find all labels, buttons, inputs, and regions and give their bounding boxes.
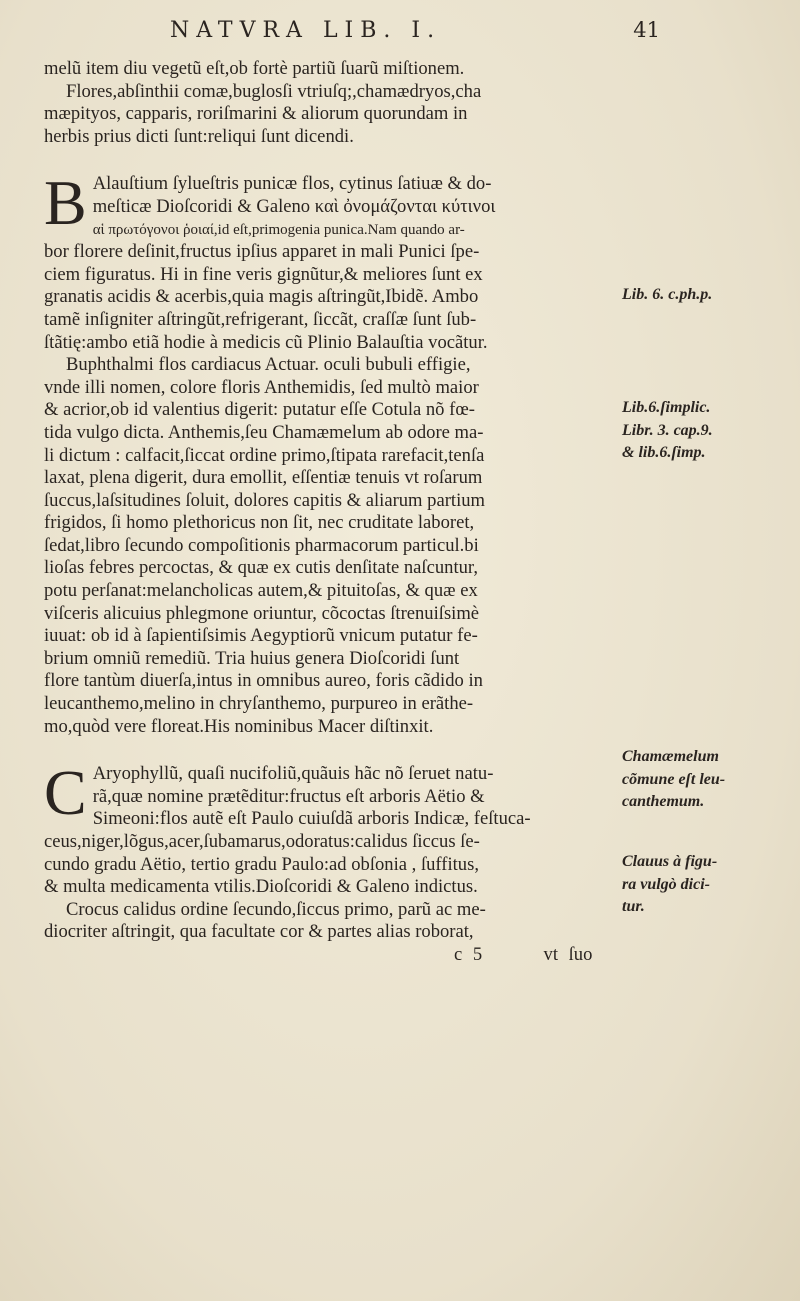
signature-mark: c 5 bbox=[454, 943, 483, 965]
text-line: & multa medicamenta vtilis.Dioſcoridi & Galeno indictus. bbox=[44, 876, 478, 898]
text-line: leucanthemo,melino in chryſanthemo, purpureo in erãthe- bbox=[44, 693, 474, 715]
intro-paragraph bbox=[44, 58, 618, 148]
margin-note bbox=[622, 746, 725, 814]
text-line: meſticæ Dioſcoridi & Galeno καὶ ὀνομάζονται κύτινοι bbox=[92, 195, 496, 217]
margin-note-line: Libr. 3. cap.9. bbox=[622, 421, 713, 439]
margin-note-line: cõmune eſt leu- bbox=[622, 770, 726, 788]
text-line: granatis acidis & acerbis,quia magis aſtringũt,Ibidẽ. Ambo bbox=[44, 286, 479, 308]
text-line: viſceris alicuius phlegmone oriuntur, cõcoctas ſtrenuiſsimè bbox=[44, 602, 480, 624]
text-line: herbis prius dicti ſunt:reliqui ſunt dicendi. bbox=[44, 125, 354, 147]
margin-note bbox=[622, 397, 713, 465]
text-line: ſedat,libro ſecundo compoſitionis pharmacorum particul.bi bbox=[44, 534, 479, 556]
text-line: iuuat: ob id à ſapientiſsimis Aegyptiorũ vnicum putatur fe- bbox=[44, 625, 478, 647]
text-line: ciem figuratus. Hi in fine veris gignũtur,& meliores ſunt ex bbox=[44, 263, 483, 285]
text-line: lioſas febres percoctas, & quæ ex cutis denſitate naſcuntur, bbox=[44, 557, 479, 579]
text-line: Flores,abſinthii comæ,buglosſi vtriuſq;,chamædryos,cha bbox=[66, 80, 482, 102]
text-line: li dictum : calfacit,ſiccat ordine primo,ſtipata rarefacit,tenſa bbox=[44, 444, 485, 466]
margin-note-line: & lib.6.ſimp. bbox=[622, 444, 706, 462]
text-line: Aryophyllũ, quaſi nucifoliũ,quãuis hãc nõ ſeruet natu- bbox=[92, 763, 494, 785]
text-line: potu perſanat:melancholicas autem,& pituitoſas, & quæ ex bbox=[44, 580, 478, 602]
margin-note-line: ra vulgò dici- bbox=[622, 875, 710, 893]
text-line: Buphthalmi flos cardiacus Actuar. oculi bubuli effigie, bbox=[66, 354, 471, 376]
margin-note bbox=[622, 851, 717, 919]
catchword: vt ſuo bbox=[543, 943, 593, 965]
text-line: bor florere deſinit,fructus ipſius apparet in mali Punici ſpe- bbox=[44, 241, 480, 263]
margin-note-line: Clauus à figu- bbox=[622, 853, 718, 870]
text-line: cundo gradu Aëtio, tertio gradu Paulo:ad obſonia , ſuffitus, bbox=[44, 853, 479, 875]
page-number: 41 bbox=[633, 18, 660, 42]
text-line: αἱ πρωτόγονοι ῥοιαί,id eſt,primogenia punica.Nam quando ar- bbox=[92, 221, 465, 238]
text-line: Crocus calidus ordine ſecundo,ſiccus primo, parũ ac me- bbox=[66, 898, 486, 920]
text-line: mo,quòd vere floreat.His nominibus Macer diſtinxit. bbox=[44, 715, 434, 737]
margin-note-line: Lib. 6. c.ph.p. bbox=[622, 286, 713, 303]
text-line: rã,quæ nomine prætẽditur:fructus eſt arboris Aëtio & bbox=[92, 785, 485, 807]
margin-note-line: canthemum. bbox=[622, 793, 705, 811]
drop-cap: B bbox=[44, 167, 87, 239]
caryophyllum-paragraph bbox=[44, 757, 618, 944]
drop-cap: C bbox=[44, 757, 87, 829]
text-line: tida vulgo dicta. Anthemis,ſeu Chamæmelum ab odore ma- bbox=[44, 421, 484, 443]
text-line: frigidos, ſi homo plethoricus non ſit, nec cruditate laboret, bbox=[44, 512, 475, 534]
margin-note bbox=[622, 284, 712, 307]
text-line: brium omniũ remediũ. Tria huius genera Dioſcoridi ſunt bbox=[44, 647, 460, 669]
text-line: Alauſtium ſylueſtris punicæ flos, cytinus ſatiuæ & do- bbox=[92, 173, 492, 195]
footer-line bbox=[44, 944, 618, 967]
text-line: diocriter aſtringit, qua facultate cor & partes alias roborat, bbox=[44, 921, 474, 943]
text-line: ſtãtię:ambo etiã hodie à medicis cũ Plinio Balauſtia vocãtur. bbox=[44, 331, 488, 353]
main-text-column bbox=[44, 58, 618, 967]
text-line: & acrior,ob id valentius digerit: putatur eſſe Cotula nõ fœ- bbox=[44, 399, 475, 421]
text-line: ceus,niger,lõgus,acer,ſubamarus,odoratus:calidus ſiccus ſe- bbox=[44, 831, 480, 852]
text-line: ſuccus,laſsitudines ſoluit, dolores capitis & aliarum partium bbox=[44, 489, 486, 511]
margin-note-line: Lib.6.ſimplic. bbox=[622, 399, 711, 416]
text-line: mæpityos, capparis, roriſmarini & aliorum quorundam in bbox=[44, 103, 468, 125]
text-line: tamẽ inſigniter aſtringũt,refrigerant, ſiccãt, craſſæ ſunt ſub- bbox=[44, 308, 477, 330]
running-header bbox=[170, 18, 660, 43]
margin-note-line: tur. bbox=[622, 898, 645, 916]
text-line: flore tantùm diuerſa,intus in omnibus aureo, foris cãdido in bbox=[44, 670, 483, 692]
header-title: NATVRA LIB. I. bbox=[170, 18, 442, 43]
margin-note-line: Chamæmelum bbox=[622, 748, 719, 765]
text-line: Simeoni:flos autẽ eſt Paulo cuiuſdã arboris Indicæ, feſtuca- bbox=[92, 808, 531, 830]
text-line: melũ item diu vegetũ eſt,ob fortè partiũ ſuarũ miſtionem. bbox=[44, 58, 465, 79]
text-line: vnde illi nomen, colore floris Anthemidis, ſed multò maior bbox=[44, 376, 479, 398]
balaustium-paragraph bbox=[44, 167, 618, 738]
text-line: laxat, plena digerit, dura emollit, eſſentiæ tenuis vt roſarum bbox=[44, 467, 483, 489]
